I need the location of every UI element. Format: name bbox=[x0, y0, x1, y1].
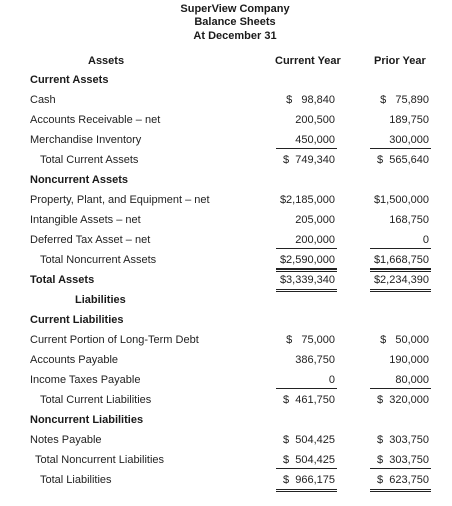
current-year-value: 205,000 bbox=[295, 214, 335, 226]
single-underline bbox=[370, 468, 431, 469]
double-underline bbox=[276, 269, 337, 270]
row-label: Liabilities bbox=[75, 294, 126, 306]
current-year-value: 450,000 bbox=[295, 134, 335, 146]
current-year-value: $ 504,425 bbox=[283, 434, 335, 446]
row-label: Total Current Liabilities bbox=[40, 394, 152, 406]
company-name: SuperView Company bbox=[180, 3, 290, 15]
row-label: Total Liabilities bbox=[40, 474, 112, 486]
current-year-value: $ 749,340 bbox=[283, 154, 335, 166]
current-year-value: $3,339,340 bbox=[279, 274, 335, 286]
prior-year-value: $1,500,000 bbox=[373, 194, 429, 206]
current-year-column-header: Current Year bbox=[275, 55, 341, 67]
single-underline bbox=[276, 388, 337, 389]
prior-year-value: $ 565,640 bbox=[377, 154, 429, 166]
prior-year-value: 168,750 bbox=[389, 214, 429, 226]
current-year-value: 200,000 bbox=[295, 234, 335, 246]
double-underline bbox=[276, 489, 337, 490]
row-label: Noncurrent Liabilities bbox=[30, 414, 144, 426]
row-label: Noncurrent Assets bbox=[30, 174, 129, 186]
row-label: Total Noncurrent Liabilities bbox=[35, 454, 165, 466]
prior-year-value: $ 50,000 bbox=[380, 334, 429, 346]
row-label: Total Assets bbox=[30, 274, 95, 286]
single-underline bbox=[276, 268, 337, 269]
row-label: Accounts Payable bbox=[30, 354, 119, 366]
prior-year-value: 300,000 bbox=[389, 134, 429, 146]
current-year-value: $2,185,000 bbox=[279, 194, 335, 206]
row-label: Intangible Assets – net bbox=[30, 214, 141, 226]
double-underline bbox=[370, 271, 431, 272]
prior-year-value: 190,000 bbox=[389, 354, 429, 366]
prior-year-value: $ 75,890 bbox=[380, 94, 429, 106]
prior-year-value: 0 bbox=[422, 234, 429, 246]
row-label: Current Liabilities bbox=[30, 314, 124, 326]
double-underline bbox=[370, 491, 431, 492]
current-year-value: $ 98,840 bbox=[286, 94, 335, 106]
prior-year-value: $ 623,750 bbox=[377, 474, 429, 486]
current-year-value: $2,590,000 bbox=[279, 254, 335, 266]
single-underline bbox=[276, 248, 337, 249]
single-underline bbox=[370, 148, 431, 149]
row-label: Total Current Assets bbox=[40, 154, 139, 166]
double-underline bbox=[276, 291, 337, 292]
row-label: Current Assets bbox=[30, 74, 109, 86]
row-label: Cash bbox=[30, 94, 56, 106]
current-year-value: $ 966,175 bbox=[283, 474, 335, 486]
assets-column-header: Assets bbox=[88, 55, 125, 67]
prior-year-value: $2,234,390 bbox=[373, 274, 429, 286]
current-year-value: $ 461,750 bbox=[283, 394, 335, 406]
single-underline bbox=[370, 268, 431, 269]
row-label: Notes Payable bbox=[30, 434, 102, 446]
prior-year-value: 189,750 bbox=[389, 114, 429, 126]
current-year-value: $ 504,425 bbox=[283, 454, 335, 466]
current-year-value: 200,500 bbox=[295, 114, 335, 126]
row-label: Property, Plant, and Equipment – net bbox=[30, 194, 210, 206]
row-label: Merchandise Inventory bbox=[30, 134, 142, 146]
double-underline bbox=[276, 289, 337, 290]
statement-title: Balance Sheets bbox=[194, 16, 276, 28]
row-label: Current Portion of Long-Term Debt bbox=[30, 334, 199, 346]
current-year-value: 386,750 bbox=[295, 354, 335, 366]
current-year-value: 0 bbox=[328, 374, 335, 386]
double-underline bbox=[370, 489, 431, 490]
double-underline bbox=[370, 269, 431, 270]
row-label: Deferred Tax Asset – net bbox=[30, 234, 151, 246]
prior-year-value: $ 320,000 bbox=[377, 394, 429, 406]
prior-year-value: $1,668,750 bbox=[373, 254, 429, 266]
current-year-value: $ 75,000 bbox=[286, 334, 335, 346]
row-label: Income Taxes Payable bbox=[30, 374, 141, 386]
prior-year-column-header: Prior Year bbox=[374, 55, 426, 67]
row-label: Accounts Receivable – net bbox=[30, 114, 161, 126]
statement-date: At December 31 bbox=[193, 30, 277, 42]
double-underline bbox=[276, 491, 337, 492]
single-underline bbox=[276, 148, 337, 149]
single-underline bbox=[370, 388, 431, 389]
double-underline bbox=[370, 289, 431, 290]
double-underline bbox=[370, 291, 431, 292]
prior-year-value: $ 303,750 bbox=[377, 454, 429, 466]
prior-year-value: 80,000 bbox=[395, 374, 429, 386]
single-underline bbox=[276, 468, 337, 469]
single-underline bbox=[370, 248, 431, 249]
prior-year-value: $ 303,750 bbox=[377, 434, 429, 446]
row-label: Total Noncurrent Assets bbox=[40, 254, 157, 266]
double-underline bbox=[276, 271, 337, 272]
